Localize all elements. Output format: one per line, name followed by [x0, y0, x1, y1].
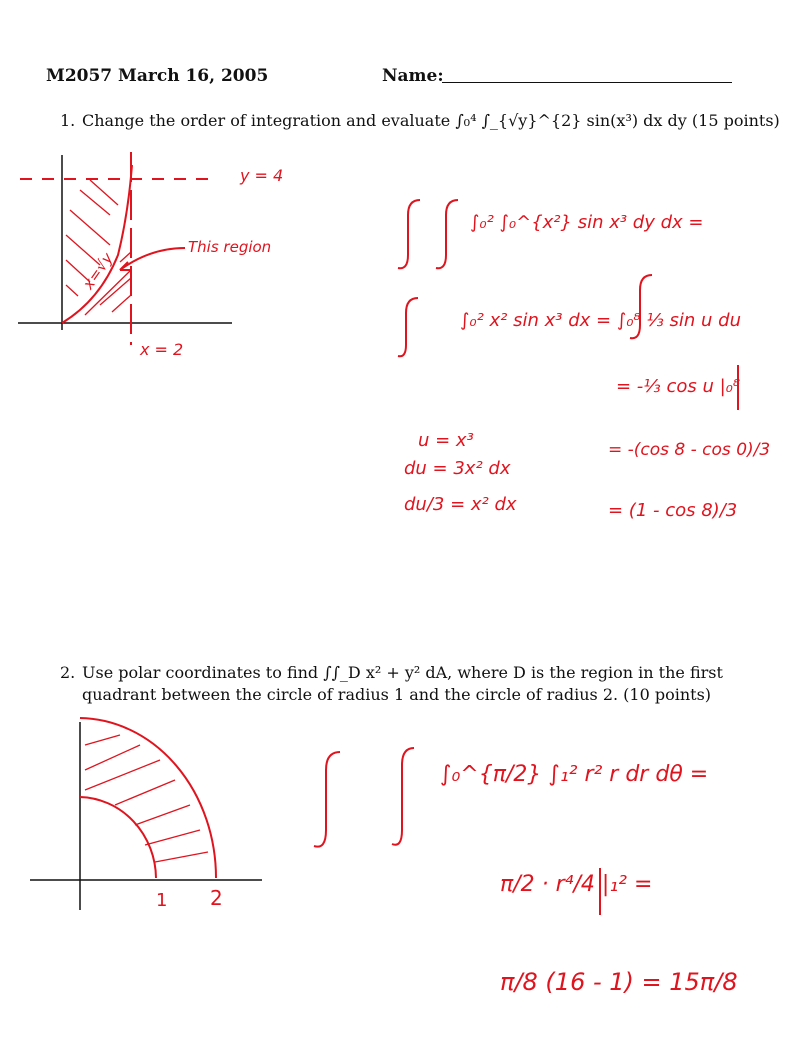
q2-sketch	[30, 722, 262, 910]
question-2-number: 2.	[60, 663, 76, 682]
name-label: Name:	[382, 66, 444, 86]
q2-work-line1: ∫₀^{π/2} ∫₁² r² r dr dθ =	[440, 762, 709, 787]
x-equals-2-label: x = 2	[140, 340, 184, 359]
q1-work-line2: ∫₀² x² sin x³ dx = ∫₀⁸ ⅓ sin u du	[460, 310, 741, 331]
q1-work-line5: = (1 - cos 8)/3	[608, 500, 738, 521]
q1-substitution-2: du = 3x² dx	[404, 458, 511, 479]
q1-substitution-1: u = x³	[418, 430, 474, 451]
radius-2-tick: 2	[210, 886, 223, 910]
curve-label: x=√y	[79, 249, 117, 293]
q1-work-line4: = -(cos 8 - cos 0)/3	[608, 440, 771, 460]
y-equals-4-label: y = 4	[240, 166, 284, 185]
question-1-prompt: Change the order of integration and evaluate ∫₀⁴ ∫_{√y}^{2} sin(x³) dx dy (15 points)	[82, 111, 780, 130]
q2-work-line2: π/2 · r⁴/4 |₁² =	[500, 872, 653, 897]
q1-work-line1: ∫₀² ∫₀^{x²} sin x³ dy dx =	[470, 212, 704, 233]
question-2-prompt-line1: Use polar coordinates to find ∫∫_D x² + y² dA, where D is the region in the first	[82, 663, 723, 682]
q1-substitution-3: du/3 = x² dx	[404, 494, 517, 515]
question-1-number: 1.	[60, 111, 76, 130]
q1-work-line3: = -⅓ cos u |₀⁸	[616, 376, 741, 397]
q2-work-line3: π/8 (16 - 1) = 15π/8	[500, 968, 738, 996]
radius-1-tick: 1	[156, 890, 168, 911]
course-date-heading: M2057 March 16, 2005	[46, 66, 269, 86]
region-label: This region	[188, 238, 272, 256]
question-2-prompt-line2: quadrant between the circle of radius 1 and the circle of radius 2. (10 points)	[82, 685, 712, 704]
